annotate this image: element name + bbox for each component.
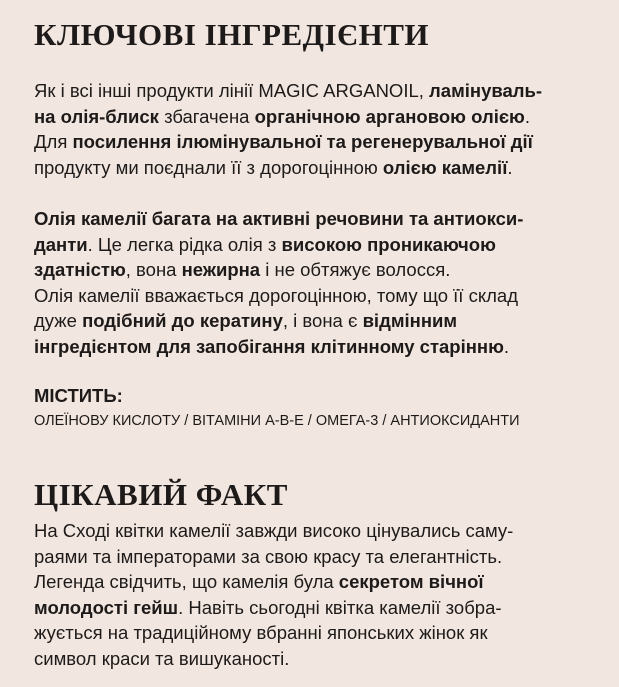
text-run: збагачена xyxy=(158,105,255,127)
text-run: Як і всі інші продукти лінії MAGIC ARGANOIL, xyxy=(34,80,430,101)
bold-text-run: данти xyxy=(34,233,88,255)
bold-text-run: інгредієнтом для запобігання клітинному старінню xyxy=(34,335,504,357)
contains-heading: МІСТИТЬ: xyxy=(34,385,123,406)
text-run: , вона xyxy=(125,259,182,280)
text-run: . Навіть сьогодні квітка камелії зобра- xyxy=(178,596,502,618)
bold-text-run: олією камелії xyxy=(382,156,508,178)
bold-text-run: на олія-блиск xyxy=(34,105,159,127)
bold-text-run: нежирна xyxy=(181,259,261,280)
bold-text-run: здатністю xyxy=(34,259,126,280)
section-title-key-ingredients: КЛЮЧОВІ ІНГРЕДІЄНТИ xyxy=(34,17,429,52)
paragraph-camellia-oil xyxy=(34,206,599,359)
paragraph-arganoil xyxy=(34,78,599,180)
contains-list: ОЛЕЇНОВУ КИСЛОТУ / ВІТАМІНИ А-В-Е / ОМЕГА-3 / АНТИОКСИДАНТИ xyxy=(34,413,520,429)
bold-text-run: подібний до кератину xyxy=(82,310,283,331)
text-run: . xyxy=(503,335,510,357)
bold-text-run: Олія камелії багата на активні речовини та антиокси- xyxy=(34,208,524,229)
text-run: Олія камелії вважається дорогоцінною, тому що її склад xyxy=(34,284,519,306)
text-run: На Сході квітки камелії завжди високо цінувались саму- xyxy=(34,520,514,541)
text-run: , і вона є xyxy=(282,310,363,331)
text-run: . xyxy=(524,105,530,127)
text-run: Для xyxy=(34,131,73,152)
text-run: . xyxy=(507,156,513,178)
text-run: і не обтяжує волосся. xyxy=(260,259,451,280)
bold-text-run: посилення ілюмінувальної та регенерувальної дії xyxy=(72,131,533,152)
text-run: дуже xyxy=(34,310,83,331)
bold-text-run: ламінуваль- xyxy=(429,80,543,101)
text-run: раями та імператорами за свою красу та елегантність. xyxy=(34,545,503,567)
bold-text-run: відмінним xyxy=(362,310,458,331)
bold-text-run: високою проникаючою xyxy=(281,233,496,255)
text-run: символ краси та вишуканості. xyxy=(34,647,290,669)
text-run: . Це легка рідка олія з xyxy=(87,233,282,255)
bold-text-run: секретом вічної xyxy=(338,571,484,592)
bold-text-run: молодості гейш xyxy=(34,596,179,618)
paragraph-fact xyxy=(34,518,599,671)
text-run: жується на традиційному вбранні японських жінок як xyxy=(34,622,488,643)
text-run: Легенда свідчить, що камелія була xyxy=(34,571,339,592)
bold-text-run: органічною аргановою олією xyxy=(254,105,525,127)
section-title-interesting-fact: ЦІКАВИЙ ФАКТ xyxy=(34,477,288,512)
text-run: продукту ми поєднали її з дорогоцінною xyxy=(34,156,383,178)
